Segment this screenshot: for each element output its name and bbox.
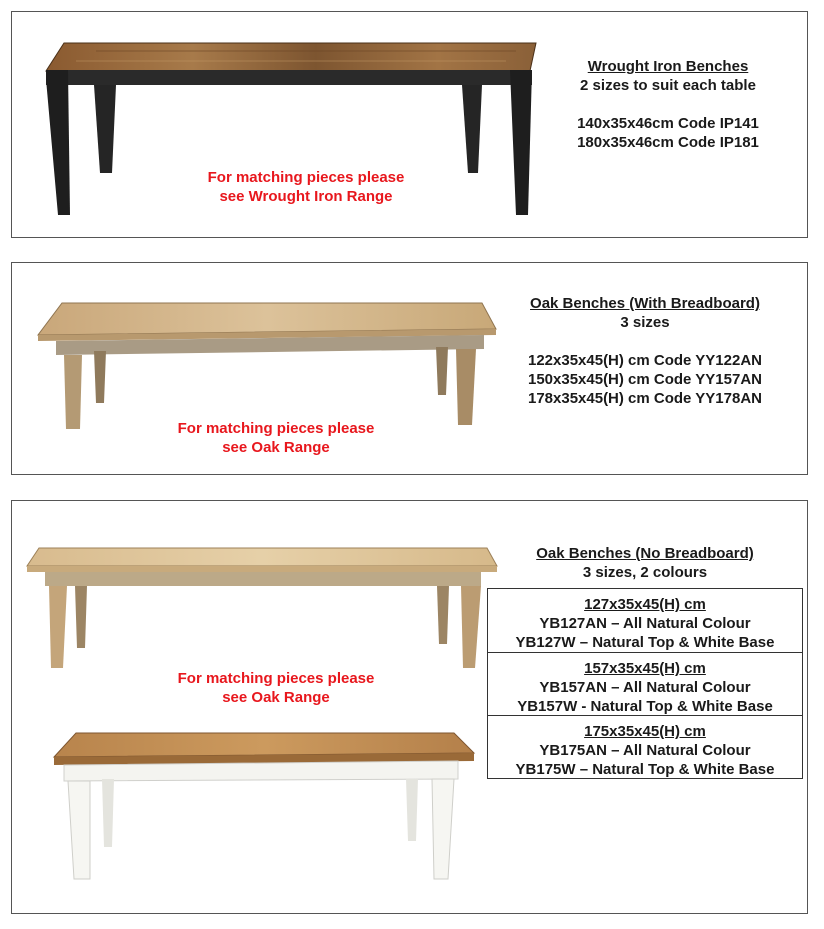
oak-no-breadboard-panel bbox=[11, 500, 808, 914]
size-line: 150x35x45(H) cm Code YY157AN bbox=[527, 371, 763, 388]
variant-size: 127x35x45(H) cm bbox=[584, 596, 706, 613]
size-line: 178x35x45(H) cm Code YY178AN bbox=[527, 390, 763, 407]
variant-cell bbox=[488, 715, 802, 778]
size-line: 180x35x46cm Code IP181 bbox=[577, 134, 759, 151]
section-title: Oak Benches (No Breadboard) bbox=[536, 545, 754, 562]
variant-code: YB157W - Natural Top & White Base bbox=[517, 698, 773, 715]
matching-note: For matching pieces please see Oak Range bbox=[177, 420, 375, 456]
variant-code: YB175W – Natural Top & White Base bbox=[515, 761, 775, 778]
oak-breadboard-info bbox=[506, 294, 784, 408]
matching-note: For matching pieces please see Oak Range bbox=[177, 670, 375, 706]
size-line: 140x35x46cm Code IP141 bbox=[577, 115, 759, 132]
section-subtitle: 2 sizes to suit each table bbox=[580, 77, 756, 94]
section-title: Wrought Iron Benches bbox=[587, 58, 749, 75]
variant-grid bbox=[487, 588, 803, 779]
wrought-iron-info bbox=[562, 57, 774, 152]
oak-white-base-bench-image bbox=[50, 729, 476, 885]
oak-natural-bench-image bbox=[25, 544, 499, 674]
oak-breadboard-panel bbox=[11, 262, 808, 475]
wrought-iron-panel bbox=[11, 11, 808, 238]
size-line: 122x35x45(H) cm Code YY122AN bbox=[527, 352, 763, 369]
variant-code: YB175AN – All Natural Colour bbox=[539, 742, 751, 759]
variant-cell bbox=[488, 652, 802, 715]
variant-code: YB127AN – All Natural Colour bbox=[539, 615, 751, 632]
variant-code: YB157AN – All Natural Colour bbox=[539, 679, 751, 696]
variant-cell bbox=[488, 589, 802, 652]
section-title: Oak Benches (With Breadboard) bbox=[530, 295, 760, 312]
section-subtitle: 3 sizes, 2 colours bbox=[582, 564, 708, 581]
oak-breadboard-bench-image bbox=[34, 299, 500, 433]
oak-no-breadboard-info bbox=[506, 544, 784, 582]
variant-size: 157x35x45(H) cm bbox=[584, 660, 706, 677]
matching-note: For matching pieces please see Wrought Iron Range bbox=[207, 169, 405, 205]
variant-size: 175x35x45(H) cm bbox=[584, 723, 706, 740]
section-subtitle: 3 sizes bbox=[620, 314, 670, 331]
variant-code: YB127W – Natural Top & White Base bbox=[515, 634, 775, 651]
